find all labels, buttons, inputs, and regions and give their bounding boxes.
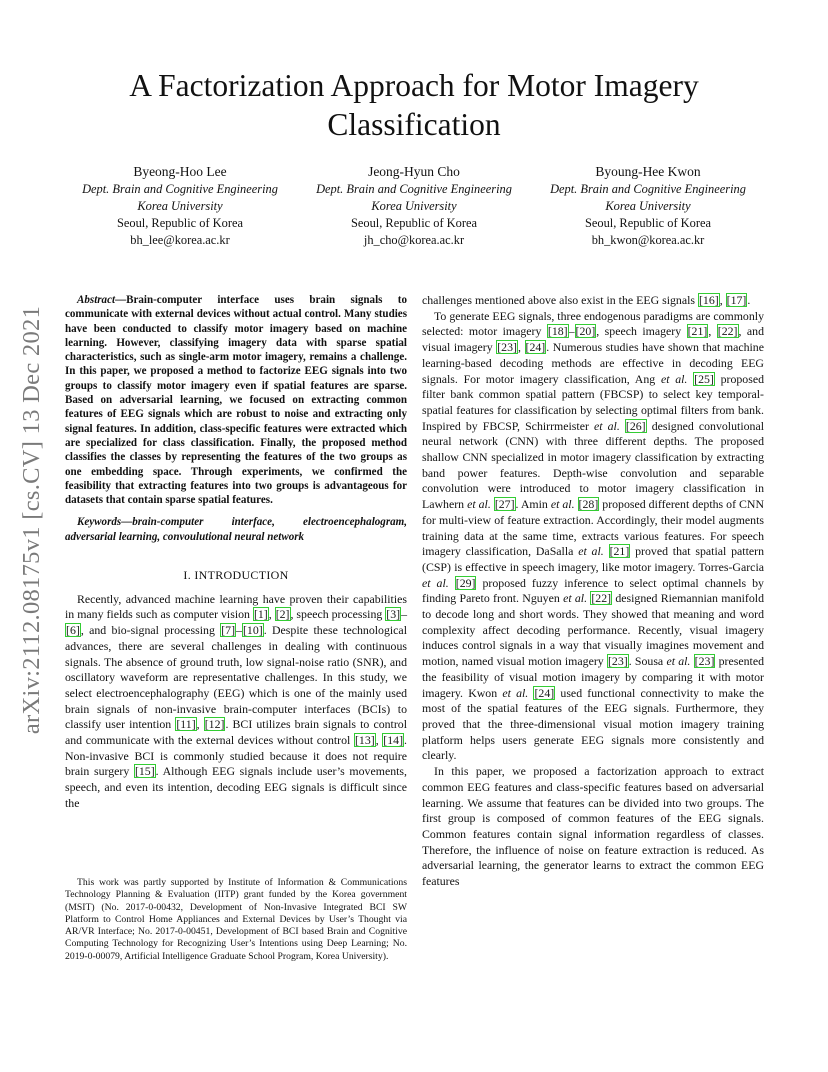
citation-link[interactable]: [1] — [253, 607, 268, 622]
funding-footnote: This work was partly supported by Institute of Information & Communications Technology Planning & Evaluation (IITP) grant funded by the Korea government (MSIT) (No. 2017-0-00432, Development of Non-Invasive Integrated BCI SW Platform to Control Home Appliances and External Devices by User’s Thought via AR/VR Interface; No. 2017-0-00451, Development of BCI based Brain and Cognitive Computing Technology for Recognizing User’s Intentions using Deep Learning; No. 2019-0-00079, Artificial Intelligence Graduate School Program, Korea University). — [65, 877, 407, 962]
italic-text: et al. — [593, 418, 620, 433]
citation-link[interactable]: [22] — [717, 324, 738, 339]
abstract — [65, 293, 407, 507]
citation-link[interactable]: [28] — [578, 497, 599, 512]
citation-link[interactable]: [2] — [275, 607, 290, 622]
italic-text: et al. — [660, 371, 688, 386]
citation-link[interactable]: [21] — [609, 544, 630, 559]
citation-link[interactable]: [23] — [694, 654, 715, 669]
author-email: jh_cho@korea.ac.kr — [363, 233, 465, 247]
citation-link[interactable]: [12] — [204, 717, 225, 732]
citation-link[interactable]: [21] — [687, 324, 708, 339]
italic-text: et al. — [550, 497, 575, 512]
author-city: Seoul, Republic of Korea — [351, 216, 477, 230]
citation-link[interactable]: [13] — [354, 733, 375, 748]
paper-title — [60, 66, 768, 144]
author-email: bh_lee@korea.ac.kr — [130, 233, 230, 247]
abstract-text: —Brain-computer interface uses brain signals to communicate with external devices without actual control. Many studies have been conducted to classify motor imagery based on machine learning. However, classifying imagery data with sparse spatial characteristics, such as single-arm motor imagery, remains a challenge. In this paper, we proposed a method to factorize EEG signals into two groups to classify motor imagery even if spatial features are sparse. Based on adversarial learning, we focused on extracting common features of EEG signals which are robust to noise and extracting only signal features. In addition, class-specific features were extracted which are specialized for class classification. Finally, the proposed method classifies the classes by representing the features of the two groups as one embedding space. Through experiments, we confirmed the feasibility that extracting features into two groups is advantageous for datasets that contain sparse spatial features. — [65, 294, 407, 507]
author-name: Jeong-Hyun Cho — [368, 164, 460, 179]
intro-paragraph-3: In this paper, we proposed a factorization approach to extract common EEG features and class-specific features based on adversarial learning. We assume that features can be divided into two groups. The first group is composed of common features of the EEG signals. Common features contain signal information regardless of classes. Therefore, the influence of noise on feature extraction is reduced. As adversarial learning, the generator learns to extract the common EEG features — [422, 764, 764, 889]
author-email: bh_kwon@korea.ac.kr — [591, 233, 705, 247]
citation-link[interactable]: [29] — [455, 575, 476, 590]
citation-link[interactable]: [27] — [494, 497, 515, 512]
italic-text: et al. — [467, 497, 491, 512]
citation-link[interactable]: [14] — [383, 733, 404, 748]
right-column — [422, 293, 764, 890]
citation-link[interactable]: [16] — [698, 293, 719, 307]
italic-text: et al. — [666, 654, 691, 669]
citation-link[interactable]: [23] — [607, 654, 628, 669]
author-2 — [298, 163, 530, 249]
intro-paragraph-1-continued: challenges mentioned above also exist in the EEG signals [16], [17]. — [422, 293, 751, 307]
citation-link[interactable]: [7] — [221, 623, 236, 638]
author-univ: Korea University — [605, 199, 691, 213]
italic-text: et al. — [502, 685, 529, 700]
citation-link[interactable]: [22] — [591, 591, 612, 606]
arxiv-identifier-text: arXiv:2112.08175v1 [cs.CV] 13 Dec 2021 — [18, 305, 45, 735]
author-city: Seoul, Republic of Korea — [117, 216, 243, 230]
citation-link[interactable]: [18] — [547, 324, 568, 339]
author-city: Seoul, Republic of Korea — [585, 216, 711, 230]
citation-link[interactable]: [25] — [694, 371, 714, 386]
italic-text: et al. — [422, 575, 449, 590]
citation-link[interactable]: [17] — [726, 293, 747, 307]
author-name: Byeong-Hoo Lee — [133, 164, 227, 179]
left-column — [65, 293, 407, 812]
arxiv-identifier — [14, 285, 50, 755]
intro-paragraph-2: To generate EEG signals, three endogenous paradigms are commonly selected: motor imagery [18]–[20], speech imagery [21], [22], and visual imagery [23], [24]. Numerous studies have shown that machine learning-based decoding methods are effective in decoding EEG signals. For motor imagery classification, Ang et al. [25] proposed filter bank common spatial pattern (FBCSP) to select key temporal-spatial features for classification by selecting optimal filters from bank. Inspired by FBCSP, Schirrmeister et al. [26] designed convolutional neural network (CNN) with three different depths. The proposed shallow CNN specialized in motor imagery classification by extracting band power features. Depth-wise convolution and separable convolution were introduced to motor imagery classification in Lawhern et al. [27]. Amin et al. [28] proposed different depths of CNN for multi-view of feature extraction. Accordingly, their model augments training data at the same time, extracts various features. For speech imagery classification, DaSalla et al. [21] proved that spatial pattern (CSP) is effective in speech imagery, like motor imagery. Torres-Garcia et al. [29] proposed fuzzy inference to select optimal channels by finding Pareto front. Nguyen et al. [22] designed Riemannian manifold to decode long and short words. They showed that meaning and word complexity affect decoding performance. Recently, visual imagery induces control signals in a way that visually imagines movement and motion, named visual motion imagery [23]. Sousa et al. [23] presented the feasibility of visual motion imagery by comparing it with motor imagery. Kwon et al. [24] used functional connectivity to make the most of the spatial features of the EEG signals. Furthermore, they proved that the three-dimensional visual motion imagery training platform helps users generate EEG signals more consistently and clearly. — [422, 308, 765, 763]
abstract-label: Abstract — [77, 294, 116, 306]
citation-link[interactable]: [20] — [575, 324, 596, 339]
title-line-1: A Factorization Approach for Motor Imagery — [129, 68, 699, 103]
section-heading-introduction: I. INTRODUCTION — [183, 568, 289, 583]
citation-link[interactable]: [15] — [134, 764, 155, 779]
author-block — [64, 163, 764, 249]
author-1 — [64, 163, 296, 249]
intro-paragraph-1: Recently, advanced machine learning have proven their capabilities in many fields such as computer vision [1], [2], speech processing [3]–[6], and bio-signal processing [7]–[10]. Despite these technological advances, there are several challenges in dealing with continuous signals. The absence of ground truth, low signal-noise ratio (SNR), and oscillatory waveform are representative challenges. In this study, we select electroencephalography (EEG) which is one of the mainly used brain signals of non-invasive brain-computer interfaces (BCIs) to classify user intention [11], [12]. BCI utilizes brain signals to control and communicate with the external devices without control [13], [14]. Non-invasive BCI is commonly studied because it does not require brain surgery [15]. Although EEG signals include user’s movements, speech, and even its intention, decoding EEG signals is difficult since the — [65, 591, 407, 810]
italic-text: et al. — [563, 591, 588, 606]
citation-link[interactable]: [24] — [534, 685, 555, 700]
author-dept: Dept. Brain and Cognitive Engineering — [316, 182, 512, 196]
citation-link[interactable]: [23] — [497, 340, 517, 355]
author-name: Byoung-Hee Kwon — [595, 164, 701, 179]
keywords: Keywords—brain-computer interface, electroencephalogram, adversarial learning, convoulutional neural network — [65, 516, 407, 543]
italic-text: et al. — [578, 544, 604, 559]
author-3 — [532, 163, 764, 249]
citation-link[interactable]: [24] — [525, 340, 546, 355]
author-dept: Dept. Brain and Cognitive Engineering — [550, 182, 746, 196]
author-dept: Dept. Brain and Cognitive Engineering — [82, 182, 278, 196]
author-univ: Korea University — [137, 199, 223, 213]
author-univ: Korea University — [371, 199, 457, 213]
title-line-2: Classification — [327, 107, 501, 142]
citation-link[interactable]: [6] — [66, 623, 80, 638]
citation-link[interactable]: [3] — [386, 607, 401, 622]
citation-link[interactable]: [11] — [176, 717, 196, 732]
citation-link[interactable]: [26] — [625, 418, 646, 433]
citation-link[interactable]: [10] — [242, 623, 263, 638]
